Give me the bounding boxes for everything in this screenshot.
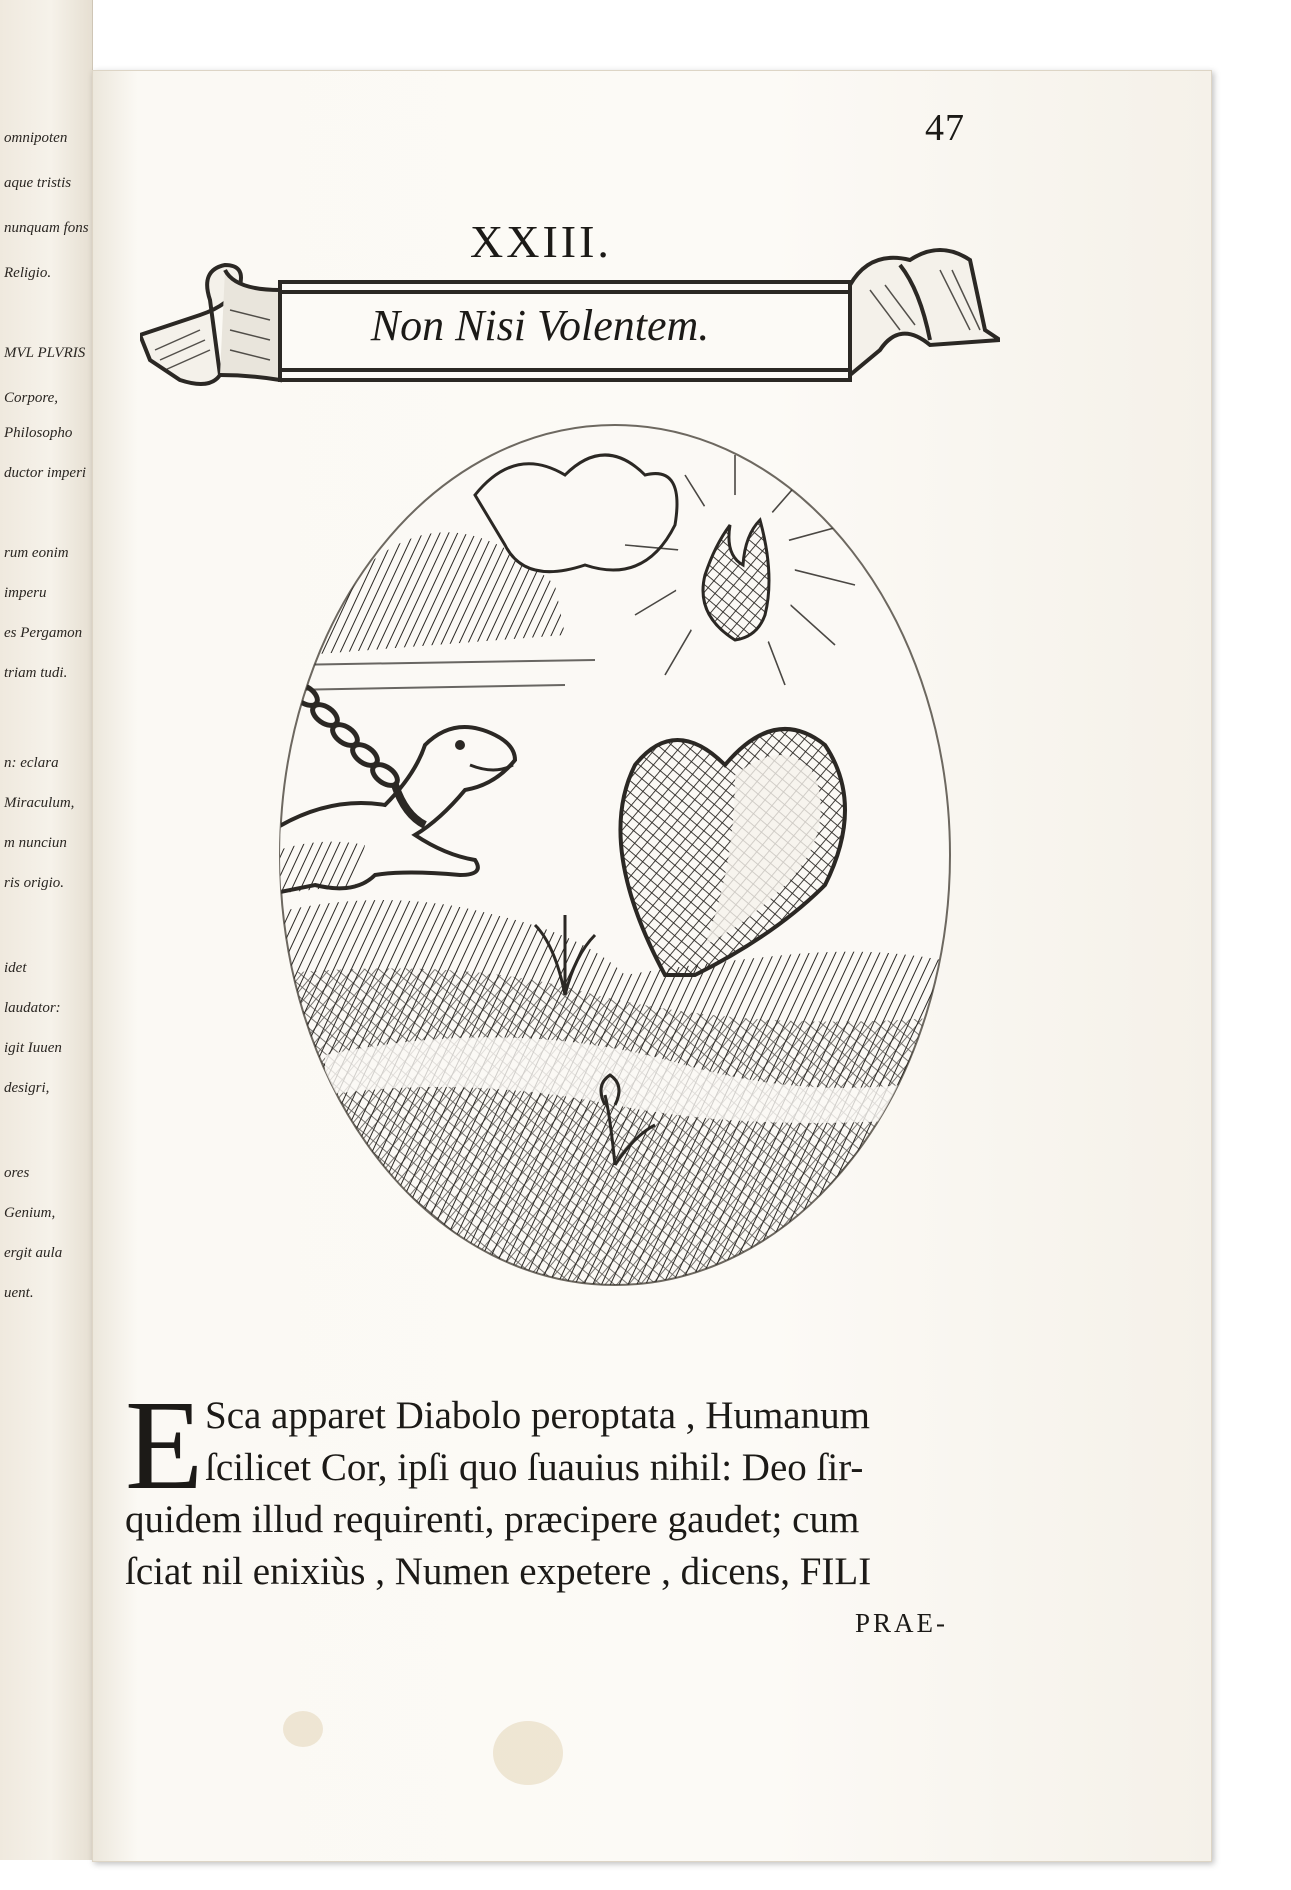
catchword: PRAE- xyxy=(855,1608,949,1638)
facing-page-line: rum eonim xyxy=(4,545,69,561)
body-text xyxy=(125,1374,1015,1598)
text-line: ſcilicet Cor, ipſi quo ſuauius nihil: Deo ſir- xyxy=(205,1446,864,1489)
facing-page-line: desigri, xyxy=(4,1080,50,1096)
text-line: quidem illud requirenti, præcipere gaudet; cum xyxy=(125,1498,860,1541)
paper-stain xyxy=(283,1711,323,1747)
facing-page-line: es Pergamon xyxy=(4,625,83,641)
facing-page-line: imperu xyxy=(4,585,47,601)
paper-stain xyxy=(493,1721,563,1785)
text-line: ſciat nil enixiùs , Numen expetere , dicens, FILI xyxy=(125,1550,872,1593)
facing-page-line: Genium, xyxy=(4,1205,56,1221)
facing-page-line: m nunciun xyxy=(4,835,67,851)
drop-cap: E xyxy=(125,1374,204,1516)
facing-page-line: igit Iuuen xyxy=(4,1040,62,1056)
facing-page-line: n: eclara xyxy=(4,755,59,771)
facing-page-line: ergit aula xyxy=(4,1245,63,1261)
facing-page-line: omnipoten xyxy=(4,130,68,146)
facing-page-line: Religio. xyxy=(4,265,52,281)
facing-page-line: MVL PLVRIS xyxy=(4,345,86,361)
emblem-number: XXIII. xyxy=(470,216,612,267)
text-line: Sca apparet Diabolo peroptata , Humanum xyxy=(205,1394,870,1437)
facing-page-line: nunquam fons xyxy=(4,220,89,236)
facing-page-line: idet xyxy=(4,960,27,976)
facing-page-line: uent. xyxy=(4,1285,34,1301)
facing-page-line: aque tristis xyxy=(4,175,72,191)
facing-page-line: Philosopho xyxy=(4,425,73,441)
facing-page-line: Miraculum, xyxy=(4,795,75,811)
emblem-engraving xyxy=(265,415,965,1295)
facing-page-line: Corpore, xyxy=(4,390,59,406)
facing-page-edge xyxy=(0,0,93,1860)
facing-page-line: ores xyxy=(4,1165,30,1181)
facing-page-line: ris origio. xyxy=(4,875,65,891)
facing-page-line: triam tudi. xyxy=(4,665,68,681)
facing-page-line: laudator: xyxy=(4,1000,61,1016)
page-number: 47 xyxy=(925,107,965,149)
motto: Non Nisi Volentem. xyxy=(370,301,710,350)
facing-page-line: ductor imperi xyxy=(4,465,87,481)
